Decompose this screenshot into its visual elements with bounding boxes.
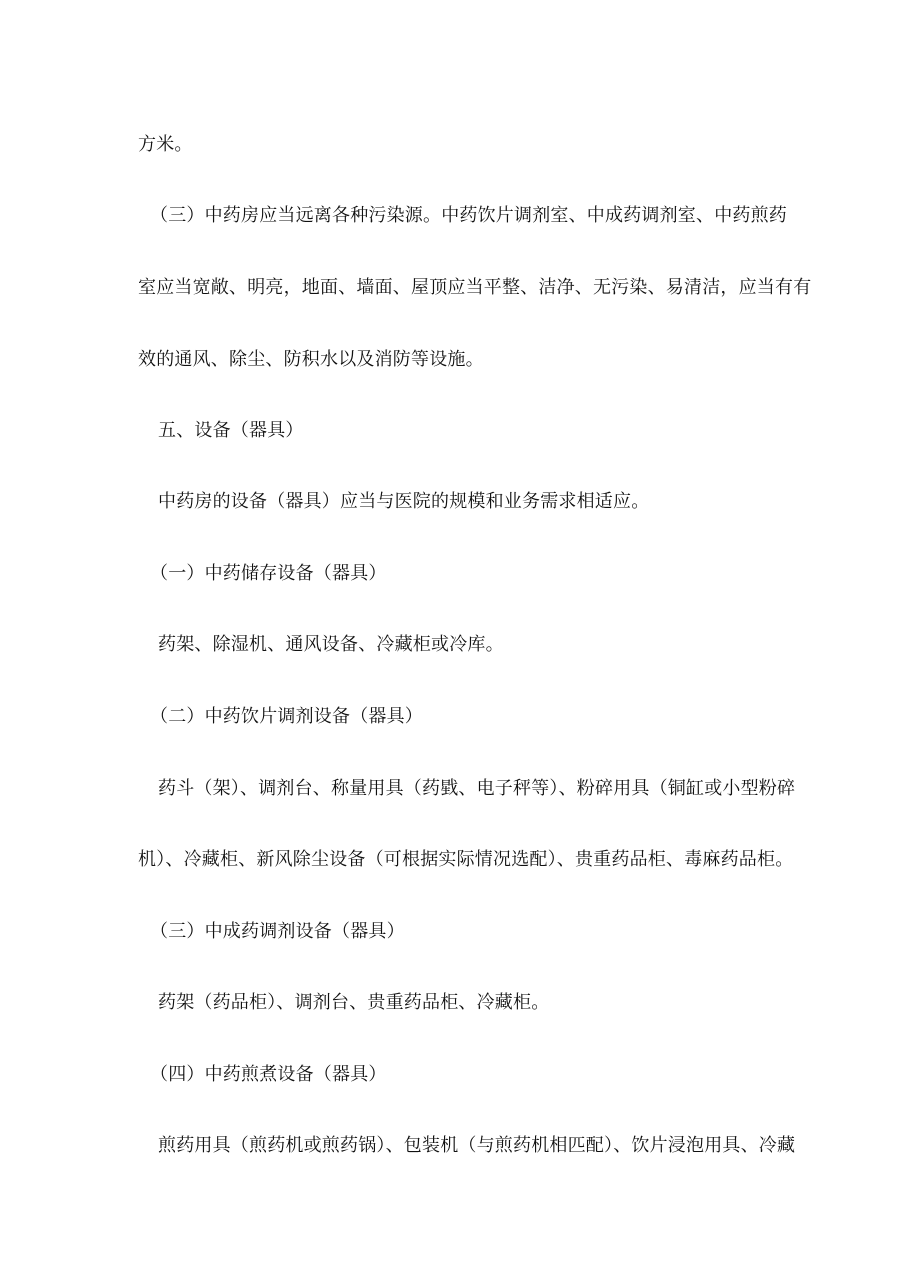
paragraph-line: 中药房的设备（器具）应当与医院的规模和业务需求相适应。 bbox=[158, 491, 650, 512]
paragraph-line: 室应当宽敞、明亮，地面、墙面、屋顶应当平整、洁净、无污染、易清洁，应当有有 bbox=[138, 277, 812, 298]
paragraph-line: （三）中药房应当远离各种污染源。中药饮片调剂室、中成药调剂室、中药煎药 bbox=[150, 205, 787, 226]
subsection-heading: （一）中药储存设备（器具） bbox=[150, 563, 387, 584]
paragraph-line: 药斗（架）、调剂台、称量用具（药戥、电子秤等）、粉碎用具（铜缸或小型粉碎 bbox=[158, 778, 796, 799]
paragraph-line: 煎药用具（煎药机或煎药锅）、包装机（与煎药机相匹配）、饮片浸泡用具、冷藏 bbox=[158, 1135, 796, 1156]
paragraph-line: 药架（药品柜）、调剂台、贵重药品柜、冷藏柜。 bbox=[158, 992, 550, 1013]
subsection-heading: （二）中药饮片调剂设备（器具） bbox=[150, 706, 423, 727]
paragraph-line: 效的通风、除尘、防积水以及消防等设施。 bbox=[138, 349, 484, 370]
paragraph-line: 机）、冷藏柜、新风除尘设备（可根据实际情况选配）、贵重药品柜、毒麻药品柜。 bbox=[138, 849, 794, 870]
section-heading: 五、设备（器具） bbox=[158, 420, 304, 441]
paragraph-line: 方米。 bbox=[138, 134, 193, 155]
subsection-heading: （四）中药煎煮设备（器具） bbox=[150, 1064, 387, 1085]
subsection-heading: （三）中成药调剂设备（器具） bbox=[150, 921, 405, 942]
paragraph-line: 药架、除湿机、通风设备、冷藏柜或冷库。 bbox=[158, 634, 504, 655]
